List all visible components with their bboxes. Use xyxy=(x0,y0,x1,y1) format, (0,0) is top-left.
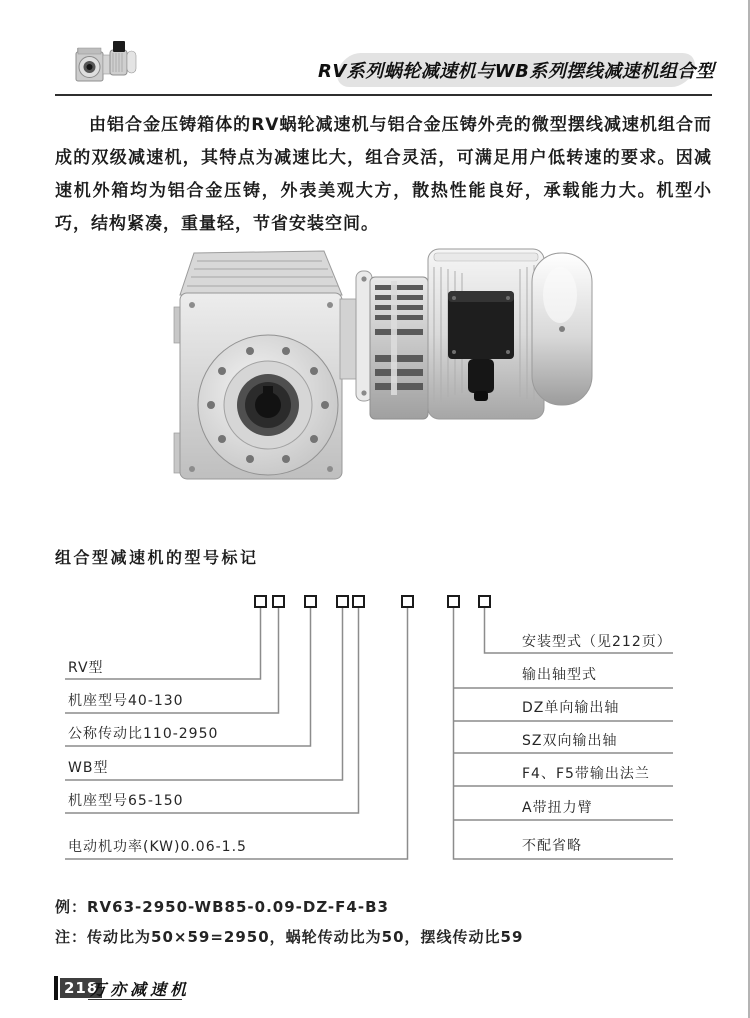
diagram-label-wb-type: WB型 xyxy=(68,760,109,776)
intro-paragraph: 由铝合金压铸箱体的RV蜗轮减速机与铝合金压铸外壳的微型摆线减速机组合而成的双级减速机，其特点为减速比大，组合灵活，可满足用户低转速的要求。因减速机外箱均为铝合金压铸，外表美观大方，散热性能良好，承载能力大。机型小巧，结构紧凑，重量轻，节省安装空间。 xyxy=(55,115,712,234)
diagram-label-dz-shaft: DZ单向输出轴 xyxy=(522,700,620,716)
worm-gearbox xyxy=(174,251,342,479)
diagram-label-torque-arm: A带扭力臂 xyxy=(522,800,593,816)
note-line: 注：传动比为50×59=2950，蜗轮传动比为50，摆线传动比59 xyxy=(55,928,524,946)
header-divider xyxy=(55,94,712,96)
diagram-label-motor-power: 电动机功率(KW)0.06-1.5 xyxy=(68,839,247,855)
page-title: RV系列蜗轮减速机与WB系列摆线减速机组合型 xyxy=(317,61,715,82)
brand-underline xyxy=(88,999,182,1000)
diagram-label-rv-type: RV型 xyxy=(68,660,104,676)
diagram-code-boxes xyxy=(255,596,490,607)
reducer-thumb-icon xyxy=(74,38,140,90)
page-title-banner xyxy=(317,53,715,87)
page-number: 218 xyxy=(60,978,102,998)
diagram-label-frame-size-wb: 机座型号65-150 xyxy=(68,793,184,809)
diagram-label-mounting-type: 安装型式（见212页） xyxy=(522,634,672,650)
section-title: 组合型减速机的型号标记 xyxy=(55,548,259,567)
footer-accent-bar xyxy=(54,976,58,1000)
logo-product-thumbnail xyxy=(74,38,140,90)
diagram-label-omit-if-none: 不配省略 xyxy=(522,838,582,854)
diagram-label-sz-shaft: SZ双向输出轴 xyxy=(522,733,618,749)
cycloid-adapter xyxy=(340,271,428,419)
diagram-label-output-flange: F4、F5带输出法兰 xyxy=(522,766,650,782)
gearmotor-photo-illustration xyxy=(172,237,596,487)
product-photo xyxy=(172,237,596,487)
diagram-label-nominal-ratio: 公称传动比110-2950 xyxy=(68,726,219,742)
motor-end-cap xyxy=(532,253,592,405)
diagram-label-frame-size-rv: 机座型号40-130 xyxy=(68,693,184,709)
diagram-label-output-shaft-type: 输出轴型式 xyxy=(522,667,597,683)
example-line: 例：RV63-2950-WB85-0.09-DZ-F4-B3 xyxy=(55,898,389,916)
motor-body xyxy=(428,249,544,419)
brand-name: 万亦减速机 xyxy=(90,980,191,999)
